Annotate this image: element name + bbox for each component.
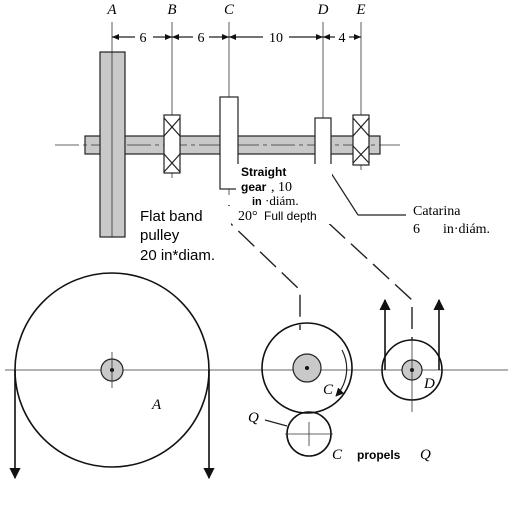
pulley-label-line1: Flat band [140,208,203,225]
sprocket-d-letter: D [424,376,435,392]
bearing-e [353,115,369,165]
spacing-ab: 6 [139,31,147,46]
bottom-caption [332,447,431,463]
station-label-c: C [223,2,235,18]
bottom-c: C [332,447,343,463]
station-label-b: B [167,2,177,18]
station-label-a: A [107,2,117,18]
gear-c-letter: C [323,382,334,398]
gear-c-side [220,97,238,189]
pinion-q [248,410,333,456]
dimension-line [112,30,361,46]
station-label-e: E [356,2,366,18]
station-label-d: D [317,2,329,18]
sprocket-unit: in·diám. [443,222,491,237]
bottom-q: Q [420,447,431,463]
spacing-cd: 10 [269,31,283,46]
spacing-de: 4 [338,31,346,46]
pulley-annotation [136,206,231,264]
gear-diam-unit: in [252,196,262,208]
gear-angle: 20° [238,209,258,224]
bottom-propels: propels [357,448,401,462]
sprocket-name: Catarina [413,204,461,219]
gear-annotation [236,164,332,224]
sprocket-annotation [413,204,490,237]
station-labels [106,2,365,18]
pulley-label-line2: pulley [140,227,180,244]
pulley-label-line3: 20 in*diam. [140,247,216,264]
gear-label-line1: Straight [241,165,287,179]
gear-diam-word: ·diám. [265,193,299,208]
bearing-b [164,115,180,173]
gear-c-front [262,323,352,413]
pulley-a-letter: A [152,397,162,413]
spacing-bc: 6 [197,31,205,46]
sprocket-value: 6 [413,222,420,237]
pulley-a-front [15,273,209,478]
gear-label-line2: gear [241,180,267,194]
leader-lines [331,173,406,215]
pulley-a-side [100,52,125,237]
force-q-left: Q [248,410,259,426]
gear-diam-value: , 10 [271,180,292,195]
gear-depth: Full depth [264,209,317,223]
